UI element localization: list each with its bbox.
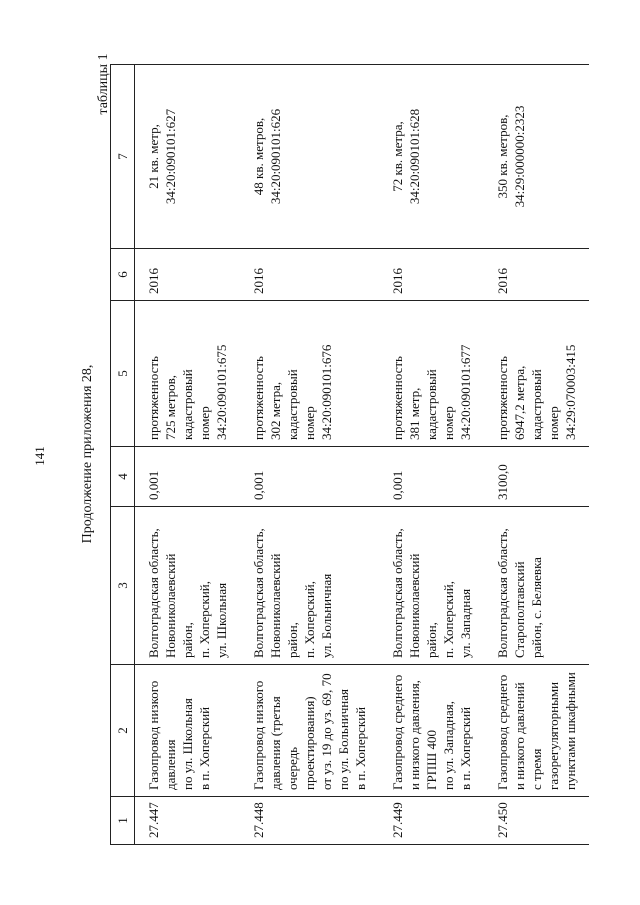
object-year: 2016 <box>240 249 379 301</box>
object-params: протяженность 302 метра, кадастровый номер 34:20:090101:676 <box>240 301 379 447</box>
object-address: Волгоградская область, Новониколаевский район, п. Хоперский, ул. Школьная <box>135 507 241 665</box>
object-value: 0,001 <box>379 447 484 507</box>
header-col-6: 6 <box>111 249 135 301</box>
table-row <box>484 65 589 845</box>
header-col-2: 2 <box>111 665 135 797</box>
object-value: 0,001 <box>240 447 379 507</box>
object-year: 2016 <box>379 249 484 301</box>
object-params: протяженность 6947,2 метра, кадастровый номер 34:29:070003:415 <box>484 301 589 447</box>
object-value: 3100,0 <box>484 447 589 507</box>
header-col-7: 7 <box>111 65 135 249</box>
land-area: 350 кв. метров, 34:29:000000:2323 <box>484 65 589 249</box>
caption-line-1: Продолжение приложения 28, <box>80 364 95 544</box>
land-area: 72 кв. метра, 34:20:090101:628 <box>379 65 484 249</box>
table-row <box>135 65 241 845</box>
row-number: 27.449 <box>379 797 484 845</box>
data-table <box>110 64 589 845</box>
object-address: Волгоградская область, Новониколаевский район, п. Хоперский, ул. Западная <box>379 507 484 665</box>
object-name: Газопровод низкого давления (третья очередь проектирования) от уз. 19 до уз. 69, 70 по ул. Больничная в п. Хоперский <box>240 665 379 797</box>
page-number: 141 <box>32 446 47 466</box>
header-col-3: 3 <box>111 507 135 665</box>
table-row <box>240 65 379 845</box>
caption-line-2: таблицы 1 <box>96 53 111 115</box>
object-name: Газопровод среднего и низкого давлений с тремя газорегуляторными пунктами шкафными <box>484 665 589 797</box>
header-col-4: 4 <box>111 447 135 507</box>
object-params: протяженность 725 метров, кадастровый номер 34:20:090101:675 <box>135 301 241 447</box>
header-col-1: 1 <box>111 797 135 845</box>
row-number: 27.448 <box>240 797 379 845</box>
rotated-table-area <box>110 65 635 845</box>
header-col-5: 5 <box>111 301 135 447</box>
land-area: 48 кв. метров, 34:20:090101:626 <box>240 65 379 249</box>
object-name: Газопровод низкого давления по ул. Школьная в п. Хоперский <box>135 665 241 797</box>
object-value: 0,001 <box>135 447 241 507</box>
object-params: протяженность 381 метр, кадастровый номер 34:20:090101:677 <box>379 301 484 447</box>
object-address: Волгоградская область, Старополтавский район, с. Беляевка <box>484 507 589 665</box>
header-row <box>111 65 135 845</box>
table-row <box>379 65 484 845</box>
row-number: 27.450 <box>484 797 589 845</box>
object-name: Газопровод среднего и низкого давления, ГРПШ 400 по ул. Западная, в п. Хоперский <box>379 665 484 797</box>
object-year: 2016 <box>484 249 589 301</box>
row-number: 27.447 <box>135 797 241 845</box>
land-area: 21 кв. метр, 34:20:090101:627 <box>135 65 241 249</box>
object-address: Волгоградская область, Новониколаевский район, п. Хоперский, ул. Больничная <box>240 507 379 665</box>
object-year: 2016 <box>135 249 241 301</box>
